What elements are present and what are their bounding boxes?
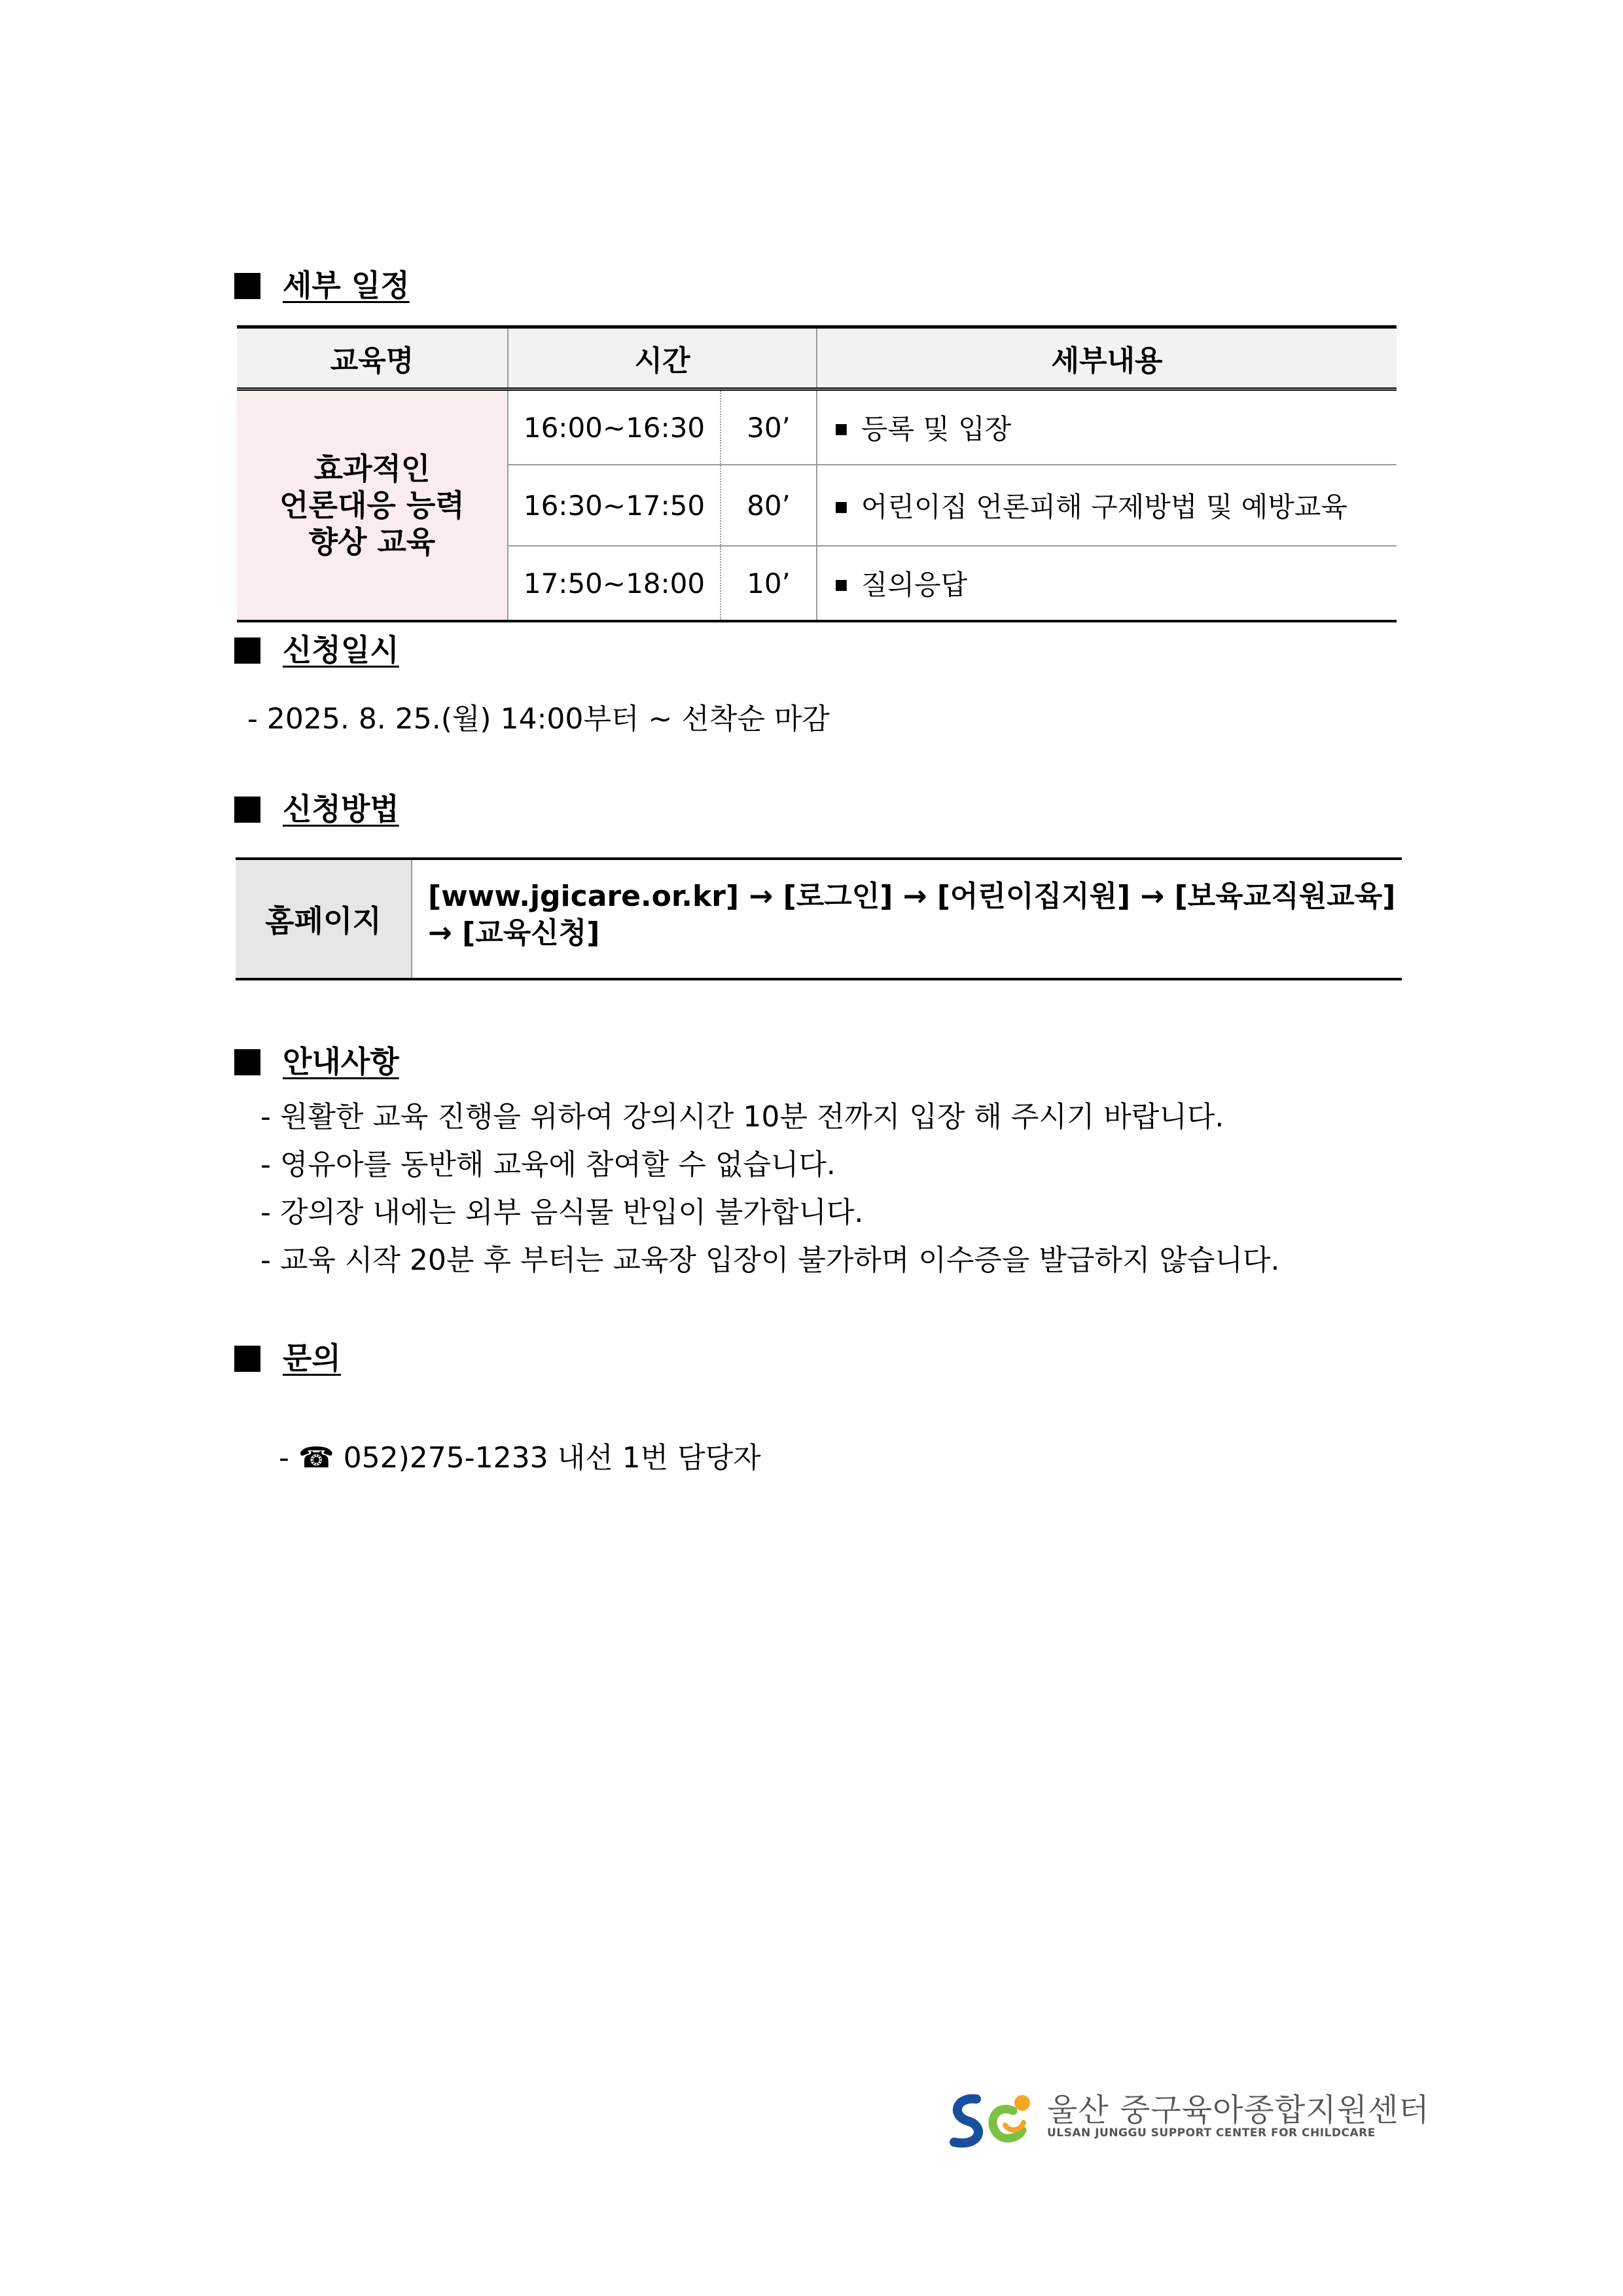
time-cell: 17:50~18:00 [508, 546, 721, 621]
minutes-cell: 80’ [721, 465, 817, 546]
contact-line: - ☎ 052)275-1233 내선 1번 담당자 [278, 1441, 761, 1475]
list-item: - 강의장 내에는 외부 음식물 반입이 불가합니다. [260, 1196, 864, 1229]
list-item: - 원활한 교육 진행을 위하여 강의시간 10분 전까지 입장 해 주시기 바랍니다. [260, 1100, 1224, 1134]
square-bullet-icon: ■ [834, 499, 848, 515]
minutes-cell: 30’ [721, 389, 817, 465]
header-time: 시간 [508, 327, 817, 389]
apply-date-text: - 2025. 8. 25.(월) 14:00부터 ~ 선착순 마감 [247, 702, 830, 736]
section-heading-apply-method: 신청방법 [234, 784, 399, 830]
schedule-table [237, 325, 1397, 622]
time-cell: 16:30~17:50 [508, 465, 721, 546]
apply-method-value [412, 860, 1402, 978]
apply-method-table [236, 857, 1402, 980]
square-bullet-icon [234, 797, 260, 823]
center-logo-icon [942, 2085, 1041, 2157]
square-bullet-icon [234, 1049, 260, 1075]
list-item: - 교육 시작 20분 후 부터는 교육장 입장이 불가하며 이수증을 발급하지 않습니다. [260, 1244, 1280, 1277]
apply-method-label: 홈페이지 [236, 860, 412, 978]
section-heading-contact: 문의 [234, 1333, 341, 1379]
contact-text: 052)275-1233 내선 1번 담당자 [334, 1441, 761, 1475]
section-heading-schedule: 세부 일정 [234, 260, 410, 306]
phone-icon: ☎ [298, 1441, 334, 1475]
course-name-cell: 효과적인 언론대응 능력 향상 교육 [237, 389, 508, 622]
detail-cell: ■ 어린이집 언론피해 구제방법 및 예방교육 [817, 465, 1397, 546]
detail-cell: ■ 등록 및 입장 [817, 389, 1397, 465]
apply-method-path-line2: → [교육신청] [428, 916, 600, 950]
header-detail: 세부내용 [817, 327, 1397, 389]
square-bullet-icon [234, 273, 260, 299]
table-row [237, 389, 1397, 465]
section-heading-notice: 안내사항 [234, 1037, 399, 1083]
table-header-row [237, 327, 1397, 389]
square-bullet-icon [234, 637, 260, 664]
center-name: 울산 중구육아종합지원센터 [1047, 2092, 1430, 2128]
minutes-cell: 10’ [721, 546, 817, 621]
time-cell: 16:00~16:30 [508, 389, 721, 465]
square-bullet-icon: ■ [834, 577, 848, 593]
center-english-name: ULSAN JUNGGU SUPPORT CENTER FOR CHILDCARE [1047, 2126, 1376, 2140]
notice-list [260, 1093, 1279, 1284]
square-bullet-icon [234, 1346, 260, 1372]
footer-logo [942, 2085, 1430, 2157]
section-heading-apply-date: 신청일시 [234, 625, 399, 671]
detail-cell: ■ 질의응답 [817, 546, 1397, 621]
header-course-name: 교육명 [237, 327, 508, 389]
apply-method-path-line1: [www.jgicare.or.kr] → [로그인] → [어린이집지원] → [보육교직원교육] [428, 880, 1396, 913]
square-bullet-icon: ■ [834, 421, 848, 437]
list-item: - 영유아를 동반해 교육에 참여할 수 없습니다. [260, 1148, 836, 1181]
